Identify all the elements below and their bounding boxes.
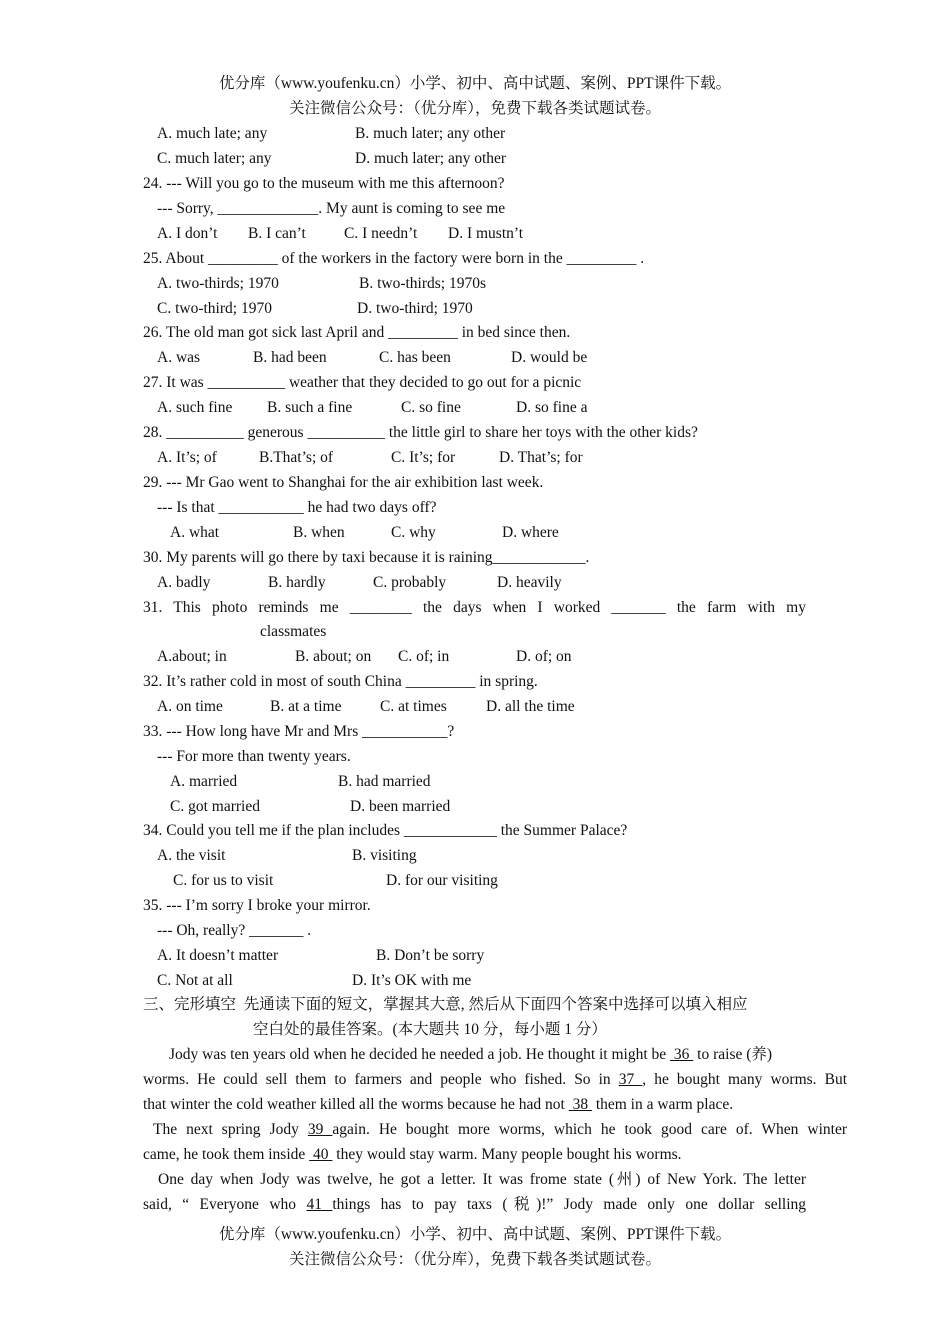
q29-stem: 29. --- Mr Gao went to Shanghai for the air exhibition last week. [143,474,544,491]
q29-reply: --- Is that ___________ he had two days off? [157,499,437,516]
q26-option-d: D. would be [511,349,588,366]
q28-option-c: C. It’s; for [391,449,456,466]
q33-option-a: A. married [170,773,238,790]
q23-option-d: D. much later; any other [355,150,507,167]
q27-stem: 27. It was __________ weather that they decided to go out for a picnic [143,374,582,391]
q31-option-a: A.about; in [157,648,227,665]
passage-line [143,1095,733,1115]
q35-option-c: C. Not at all [157,972,233,989]
blank-40: 40 [309,1146,333,1163]
q25-option-b: B. two-thirds; 1970s [359,275,487,292]
q30-option-d: D. heavily [497,574,562,591]
passage-text: Jody was ten years old when he decided he needed a job. He thought it might be [169,1046,671,1063]
q33-option-c: C. got married [170,798,260,815]
blank-37: 37 [618,1071,643,1088]
q32-option-d: D. all the time [486,698,575,715]
passage-text: that winter the cold weather killed all the worms because he had not [143,1096,569,1113]
q29-option-b: B. when [293,524,345,541]
q27-option-d: D. so fine a [516,399,588,416]
section3-title-cont: 空白处的最佳答案。(本大题共 10 分，每小题 1 分） [253,1021,607,1038]
passage-text: , he bought many worms. But [642,1071,847,1088]
passage-line: One day when Jody was twelve, he got a letter. It was frome state (州) of New York. The letter [158,1171,806,1188]
q23-option-b: B. much later; any other [355,125,506,142]
section3-title: 三、完形填空 先通读下面的短文，掌握其大意, 然后从下面四个答案中选择可以填入相应 [143,996,748,1013]
q29-option-d: D. where [502,524,559,541]
passage-text: them in a warm place. [591,1096,734,1113]
q28-option-d: D. That’s; for [499,449,583,466]
q30-option-a: A. badly [157,574,211,591]
q35-option-d: D. It’s OK with me [352,972,472,989]
q33-reply: --- For more than twenty years. [157,748,351,765]
q34-option-a: A. the visit [157,847,226,864]
q29-option-a: A. what [170,524,220,541]
passage-text: to raise (养) [693,1046,773,1063]
q31-option-b: B. about; on [295,648,372,665]
q24-option-c: C. I needn’t [344,225,418,242]
q24-option-a: A. I don’t [157,225,218,242]
q26-stem: 26. The old man got sick last April and _________ in bed since then. [143,324,571,341]
passage-line [153,1120,847,1140]
passage-line [143,1070,847,1090]
q23-option-c: C. much later; any [157,150,272,167]
blank-39: 39 [307,1121,333,1138]
q35-stem: 35. --- I’m sorry I broke your mirror. [143,897,371,914]
q24-stem: 24. --- Will you go to the museum with me this afternoon? [143,175,505,192]
q29-option-c: C. why [391,524,436,541]
q33-option-d: D. been married [350,798,451,815]
q28-option-a: A. It’s; of [157,449,217,466]
q32-option-b: B. at a time [270,698,342,715]
blank-41: 41 [306,1196,333,1213]
q34-stem: 34. Could you tell me if the plan includes ____________ the Summer Palace? [143,822,628,839]
passage-text: came, he took them inside [143,1146,310,1163]
q32-stem: 32. It’s rather cold in most of south China _________ in spring. [143,673,538,690]
q35-reply: --- Oh, really? _______ . [157,922,312,939]
q25-option-a: A. two-thirds; 1970 [157,275,279,292]
q35-option-a: A. It doesn’t matter [157,947,279,964]
q33-stem: 33. --- How long have Mr and Mrs ___________? [143,723,455,740]
q24-reply: --- Sorry, _____________. My aunt is coming to see me [157,200,506,217]
q35-option-b: B. Don’t be sorry [376,947,485,964]
passage-text: they would stay warm. Many people bought his worms. [332,1146,682,1163]
q33-option-b: B. had married [338,773,431,790]
page-header-line1: 优分库（www.youfenku.cn）小学、初中、高中试题、案例、PPT课件下载。 [218,75,732,92]
q24-option-d: D. I mustn’t [448,225,524,242]
q31-option-d: D. of; on [516,648,572,665]
q32-option-c: C. at times [380,698,447,715]
blank-38: 38 [568,1096,592,1113]
q27-option-c: C. so fine [401,399,461,416]
q30-option-c: C. probably [373,574,447,591]
blank-36: 36 [670,1046,694,1063]
q26-option-b: B. had been [253,349,327,366]
q32-option-a: A. on time [157,698,223,715]
q31-option-c: C. of; in [398,648,450,665]
q28-option-b: B.That’s; of [259,449,334,466]
passage-text: worms. He could sell them to farmers and people who fished. So in [143,1071,619,1088]
q34-option-d: D. for our visiting [386,872,498,889]
q34-option-b: B. visiting [352,847,417,864]
page-footer-line2: 关注微信公众号：（优分库），免费下载各类试题试卷。 [288,1251,661,1268]
q24-option-b: B. I can’t [248,225,306,242]
page-header-line2: 关注微信公众号：（优分库），免费下载各类试题试卷。 [288,100,661,117]
q25-stem: 25. About _________ of the workers in the factory were born in the _________ . [143,250,645,267]
passage-line [169,1045,772,1065]
q28-stem: 28. __________ generous __________ the little girl to share her toys with the other kids? [143,424,698,441]
page-footer-line1: 优分库（www.youfenku.cn）小学、初中、高中试题、案例、PPT课件下载。 [218,1226,732,1243]
passage-line [143,1195,806,1215]
passage-text: said, “ Everyone who [143,1196,307,1213]
q34-option-c: C. for us to visit [173,872,274,889]
passage-line [143,1145,682,1165]
q31-stem: 31. This photo reminds me ________ the days when I worked _______ the farm with my [143,599,806,616]
q27-option-b: B. such a fine [267,399,353,416]
passage-text: again. He bought more worms, which he took good care of. When winter [332,1121,848,1138]
q25-option-c: C. two-third; 1970 [157,300,272,317]
passage-text: The next spring Jody [153,1121,308,1138]
q26-option-a: A. was [157,349,201,366]
q30-option-b: B. hardly [268,574,326,591]
passage-text: things has to pay taxs (税)!” Jody made only one dollar selling [332,1196,807,1213]
q31-stem-continued: classmates [260,623,327,640]
q27-option-a: A. such fine [157,399,233,416]
q25-option-d: D. two-third; 1970 [357,300,473,317]
q23-option-a: A. much late; any [157,125,268,142]
q30-stem: 30. My parents will go there by taxi because it is raining____________. [143,549,590,566]
q26-option-c: C. has been [379,349,451,366]
